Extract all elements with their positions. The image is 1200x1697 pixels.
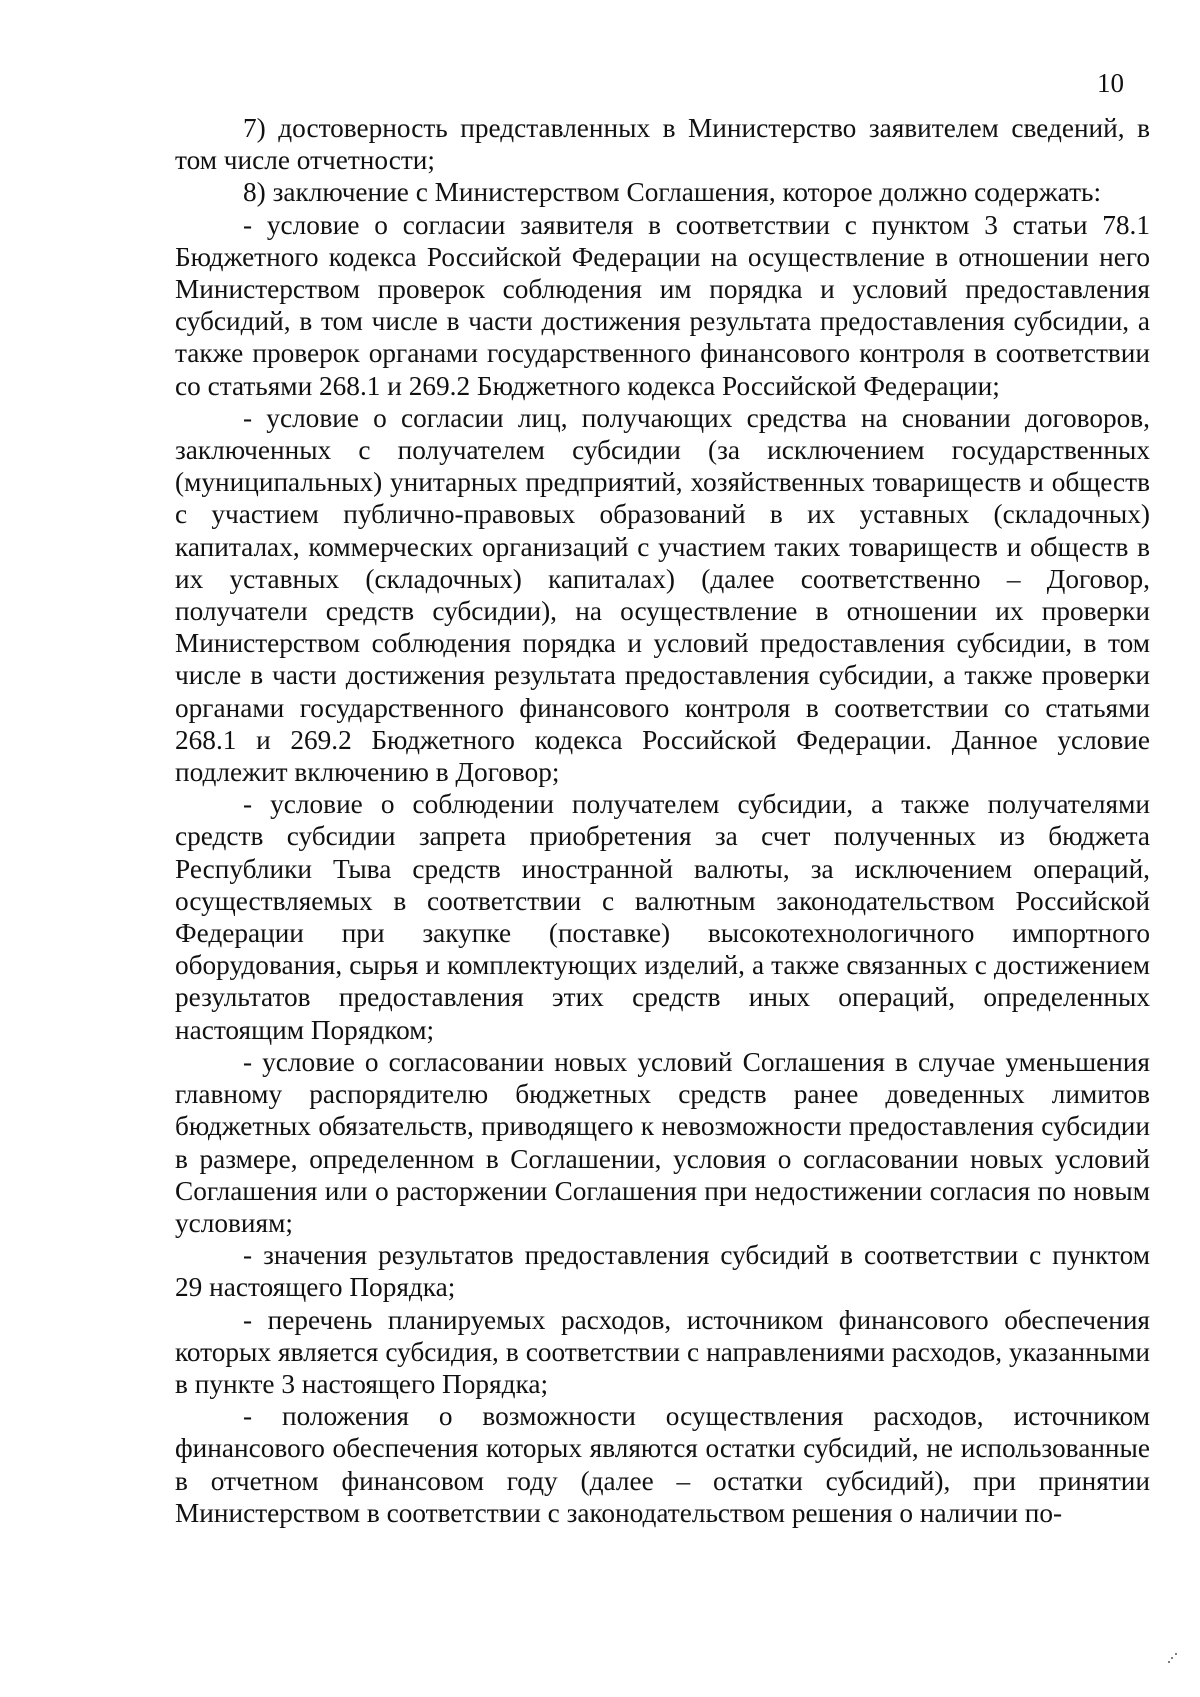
paragraph-item-7: 7) достоверность представленных в Министерство заявителем сведений, в том числе отчетности; xyxy=(175,113,1150,176)
paragraph-condition-consent-persons: - условие о согласии лиц, получающих средства на сновании договоров, заключенных с получателем субсидии (за исключением государственных (муниципальных) унитарных предприятий, хозяйственных товариществ и обществ с участием публично-правовых образований в их уставных (складочных) капиталах, коммерческих организаций с участием таких товариществ и обществ в их уставных (складочных) капиталах) (далее соответственно – Договор, получатели средств субсидии), на осуществление в отношении их проверки Министерством соблюдения порядка и условий предоставления субсидии, в том числе в части достижения результата предоставления субсидии, а также проверки органами государственного финансового контроля в соответствии со статьями 268.1 и 269.2 Бюджетного кодекса Российской Федерации. Данное условие подлежит включению в Договор; xyxy=(175,402,1150,788)
paragraph-condition-new-terms: - условие о согласовании новых условий Соглашения в случае уменьшения главному распорядителю бюджетных средств ранее доведенных лимитов бюджетных обязательств, приводящего к невозможности предоставления субсидии в размере, определенном в Соглашении, условия о согласовании новых условий Соглашения или о расторжении Соглашения при недостижении согласия по новым условиям; xyxy=(175,1046,1150,1238)
scan-artifact xyxy=(1168,1653,1178,1663)
paragraph-condition-currency-ban: - условие о соблюдении получателем субсидии, а также получателями средств субсидии запрета приобретения за счет полученных из бюджета Республики Тыва средств иностранной валюты, за исключением операций, осуществляемых в соответствии с валютным законодательством Российской Федерации при закупке (поставке) высокотехнологичного импортного оборудования, сырья и комплектующих изделий, а также связанных с достижением результатов предоставления этих средств иных операций, определенных настоящим Порядком; xyxy=(175,789,1150,1045)
paragraph-item-8: 8) заключение с Министерством Соглашения, которое должно содержать: xyxy=(243,177,1102,208)
paragraph-result-values: - значения результатов предоставления субсидий в соответствии с пунктом 29 настоящего Порядка; xyxy=(175,1240,1150,1303)
document-body xyxy=(175,112,1150,1529)
paragraph-remaining-subsidies: - положения о возможности осуществления расходов, источником финансового обеспечения которых являются остатки субсидий, не использованные в отчетном финансовом году (далее – остатки субсидий), при принятии Министерством в соответствии с законодательством решения о наличии по- xyxy=(175,1401,1150,1528)
page-number: 10 xyxy=(1097,68,1124,98)
paragraph-condition-consent-applicant: - условие о согласии заявителя в соответствии с пунктом 3 статьи 78.1 Бюджетного кодекса Российской Федерации на осуществление в отношении него Министерством проверок соблюдения им порядка и условий предоставления субсидий, в том числе в части достижения результата предоставления субсидии, а также проверок органами государственного финансового контроля в соответствии со статьями 268.1 и 269.2 Бюджетного кодекса Российской Федерации; xyxy=(175,209,1150,401)
paragraph-expense-list: - перечень планируемых расходов, источником финансового обеспечения которых является субсидия, в соответствии с направлениями расходов, указанными в пункте 3 настоящего Порядка; xyxy=(175,1304,1150,1399)
